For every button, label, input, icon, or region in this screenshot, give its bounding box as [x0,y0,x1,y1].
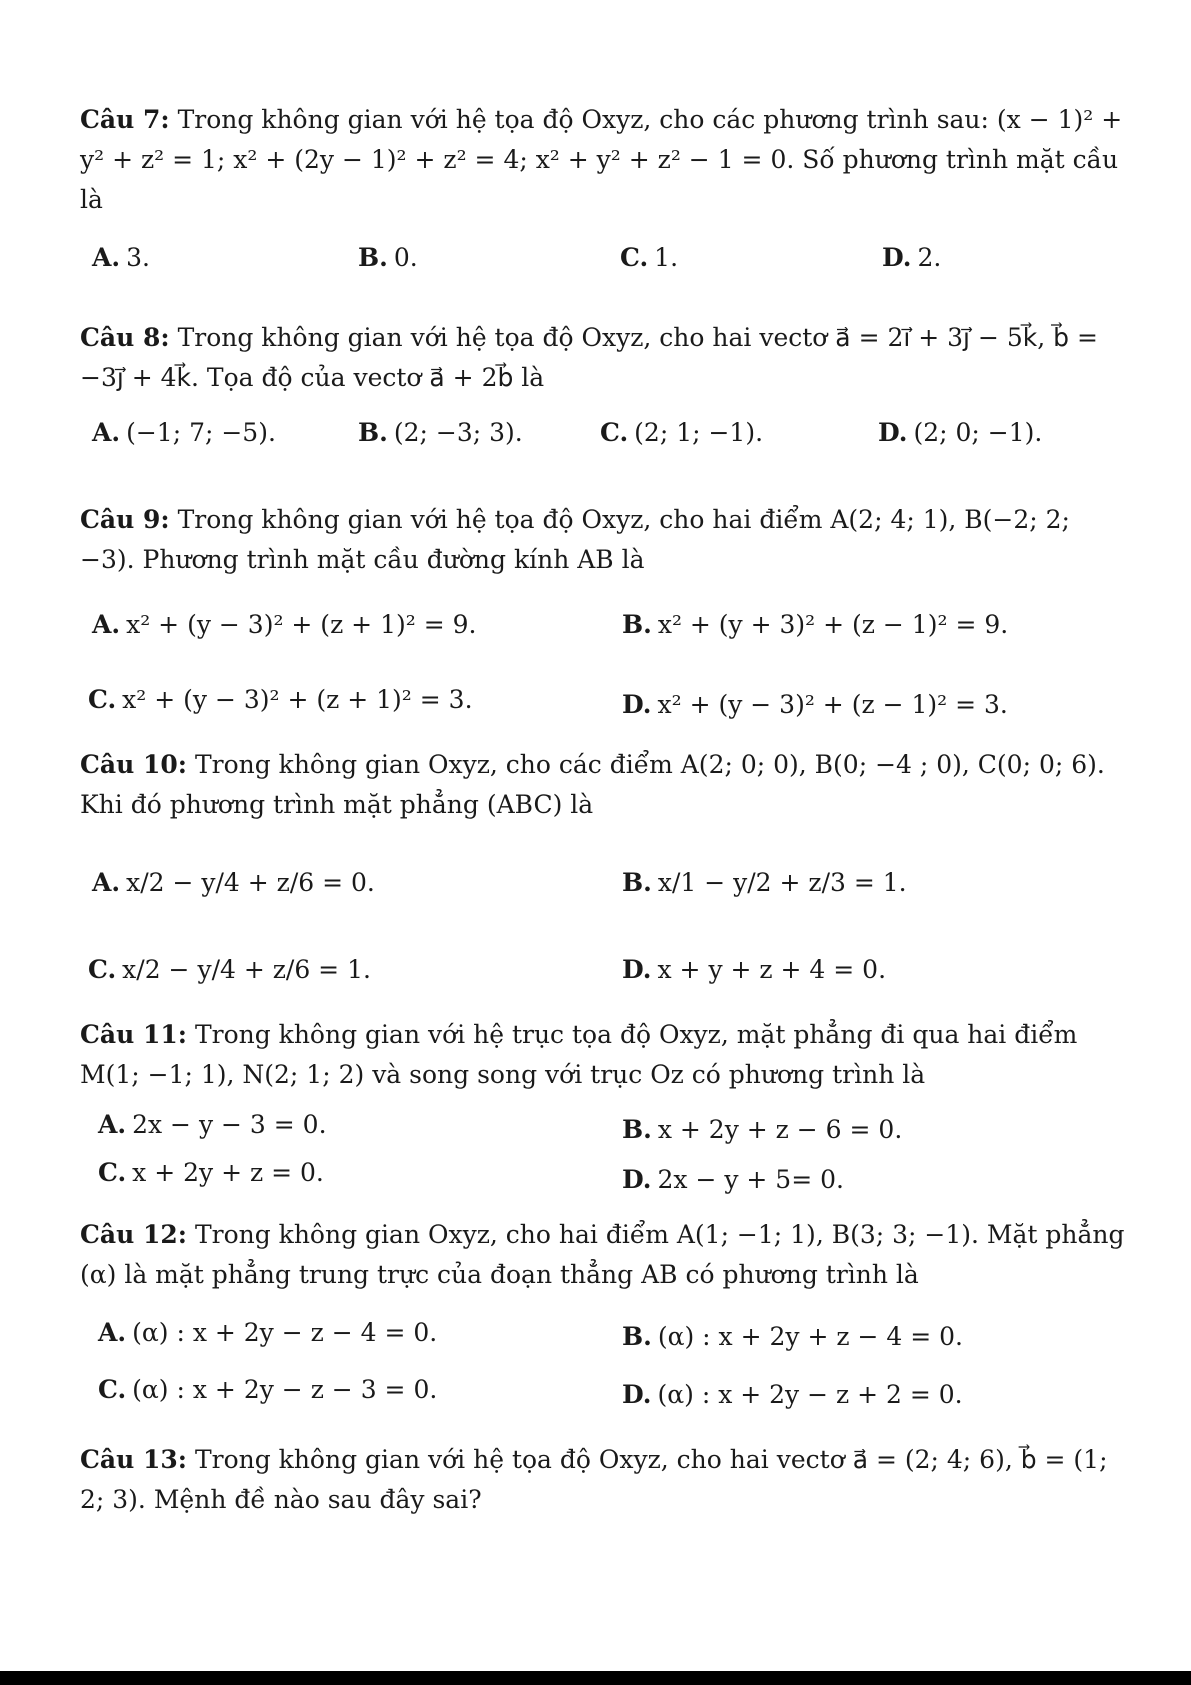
option-text: x² + (y − 3)² + (z − 1)² = 3. [657,690,1008,719]
option-text: (α) : x + 2y − z − 4 = 0. [132,1318,438,1347]
option-label: D. [622,955,652,984]
question-9-label: Câu 9: [80,505,170,534]
option-text: 2x − y + 5= 0. [657,1165,844,1194]
question-13 [80,1440,1130,1520]
question-13-label: Câu 13: [80,1445,187,1474]
option-text: x² + (y − 3)² + (z + 1)² = 9. [126,610,477,639]
question-10-label: Câu 10: [80,750,187,779]
question-10-option-b [622,868,907,897]
question-9-text: Trong không gian với hệ tọa độ Oxyz, cho hai điểm A(2; 4; 1), B(−2; 2; −3). Phương trình mặt cầu đường kính AB là [80,505,1070,574]
question-11-option-d [622,1165,844,1194]
option-label: C. [98,1375,127,1404]
option-label: C. [620,243,649,272]
option-label: A. [98,1110,127,1139]
question-9-option-a [92,610,476,639]
question-11 [80,1015,1130,1095]
option-text: x² + (y − 3)² + (z + 1)² = 3. [122,685,473,714]
question-10-option-c [88,955,371,984]
option-text: (α) : x + 2y − z − 3 = 0. [132,1375,438,1404]
option-label: B. [622,868,652,897]
question-7-option-b [358,243,418,272]
option-label: D. [622,1165,652,1194]
option-text: x + y + z + 4 = 0. [657,955,887,984]
question-12-label: Câu 12: [80,1220,187,1249]
option-text: x + 2y + z − 6 = 0. [657,1115,903,1144]
option-label: D. [882,243,912,272]
option-label: D. [878,418,908,447]
option-text: (2; 0; −1). [913,418,1043,447]
question-13-text: Trong không gian với hệ tọa độ Oxyz, cho hai vectơ a⃗ = (2; 4; 6), b⃗ = (1; 2; 3). Mệnh đề nào sau đây sai? [80,1445,1108,1514]
question-7-label: Câu 7: [80,105,170,134]
question-12 [80,1215,1130,1295]
option-label: A. [92,418,121,447]
option-text: (α) : x + 2y − z + 2 = 0. [657,1380,963,1409]
option-text: 3. [126,243,150,272]
option-label: C. [98,1158,127,1187]
question-11-option-a [98,1110,327,1139]
option-text: 2. [917,243,942,272]
question-10-text: Trong không gian Oxyz, cho các điểm A(2; 0; 0), B(0; −4 ; 0), C(0; 0; 6). Khi đó phương trình mặt phẳng (ABC) là [80,750,1105,819]
option-label: B. [622,1115,652,1144]
option-text: (2; −3; 3). [393,418,523,447]
question-7-option-c [620,243,678,272]
question-8 [80,318,1130,398]
question-8-option-b [358,418,523,447]
question-11-option-c [98,1158,324,1187]
question-9-option-c [88,685,473,714]
option-label: C. [600,418,629,447]
question-8-option-d [878,418,1042,447]
option-label: B. [622,610,652,639]
question-9-option-b [622,610,1008,639]
question-10-option-d [622,955,886,984]
option-text: (2; 1; −1). [634,418,764,447]
question-7-text: Trong không gian với hệ tọa độ Oxyz, cho các phương trình sau: (x − 1)² + y² + z² = 1; x² + (2y − 1)² + z² = 4; x² + y² + z² − 1 = 0. Số phương trình mặt cầu là [80,105,1123,214]
question-8-option-c [600,418,763,447]
question-11-option-b [622,1115,902,1144]
option-text: x/1 − y/2 + z/3 = 1. [657,868,907,897]
option-text: x² + (y + 3)² + (z − 1)² = 9. [657,610,1009,639]
question-12-text: Trong không gian Oxyz, cho hai điểm A(1; −1; 1), B(3; 3; −1). Mặt phẳng (α) là mặt phẳng trung trực của đoạn thẳng AB có phương trình là [80,1220,1125,1289]
option-label: C. [88,955,117,984]
scan-bottom-edge [0,1671,1191,1685]
option-label: B. [358,243,388,272]
option-text: x/2 − y/4 + z/6 = 0. [126,868,375,897]
option-label: A. [92,610,121,639]
option-label: D. [622,690,652,719]
option-text: 2x − y − 3 = 0. [132,1110,327,1139]
option-text: (−1; 7; −5). [126,418,276,447]
question-10 [80,745,1130,825]
option-text: x/2 − y/4 + z/6 = 1. [122,955,371,984]
option-label: A. [92,868,121,897]
question-11-label: Câu 11: [80,1020,187,1049]
question-11-text: Trong không gian với hệ trục tọa độ Oxyz, mặt phẳng đi qua hai điểm M(1; −1; 1), N(2; 1; 2) và song song với trục Oz có phương trình là [80,1020,1078,1089]
question-9 [80,500,1130,580]
option-label: A. [98,1318,127,1347]
question-12-option-a [98,1318,437,1347]
question-12-option-d [622,1380,963,1409]
option-label: D. [622,1380,652,1409]
question-7-option-d [882,243,941,272]
question-12-option-c [98,1375,437,1404]
question-10-option-a [92,868,375,897]
option-text: x + 2y + z = 0. [132,1158,324,1187]
option-text: 1. [654,243,679,272]
question-12-option-b [622,1322,963,1351]
option-label: B. [358,418,388,447]
question-8-text: Trong không gian với hệ tọa độ Oxyz, cho hai vectơ a⃗ = 2i⃗ + 3j⃗ − 5k⃗, b⃗ = −3j⃗ + 4k⃗. Tọa độ của vectơ a⃗ + 2b⃗ là [80,323,1098,392]
option-text: (α) : x + 2y + z − 4 = 0. [657,1322,963,1351]
question-7 [80,100,1130,220]
option-label: B. [622,1322,652,1351]
question-7-option-a [92,243,150,272]
question-8-option-a [92,418,276,447]
question-8-label: Câu 8: [80,323,170,352]
question-9-option-d [622,690,1008,719]
option-label: A. [92,243,121,272]
option-label: C. [88,685,117,714]
option-text: 0. [393,243,418,272]
